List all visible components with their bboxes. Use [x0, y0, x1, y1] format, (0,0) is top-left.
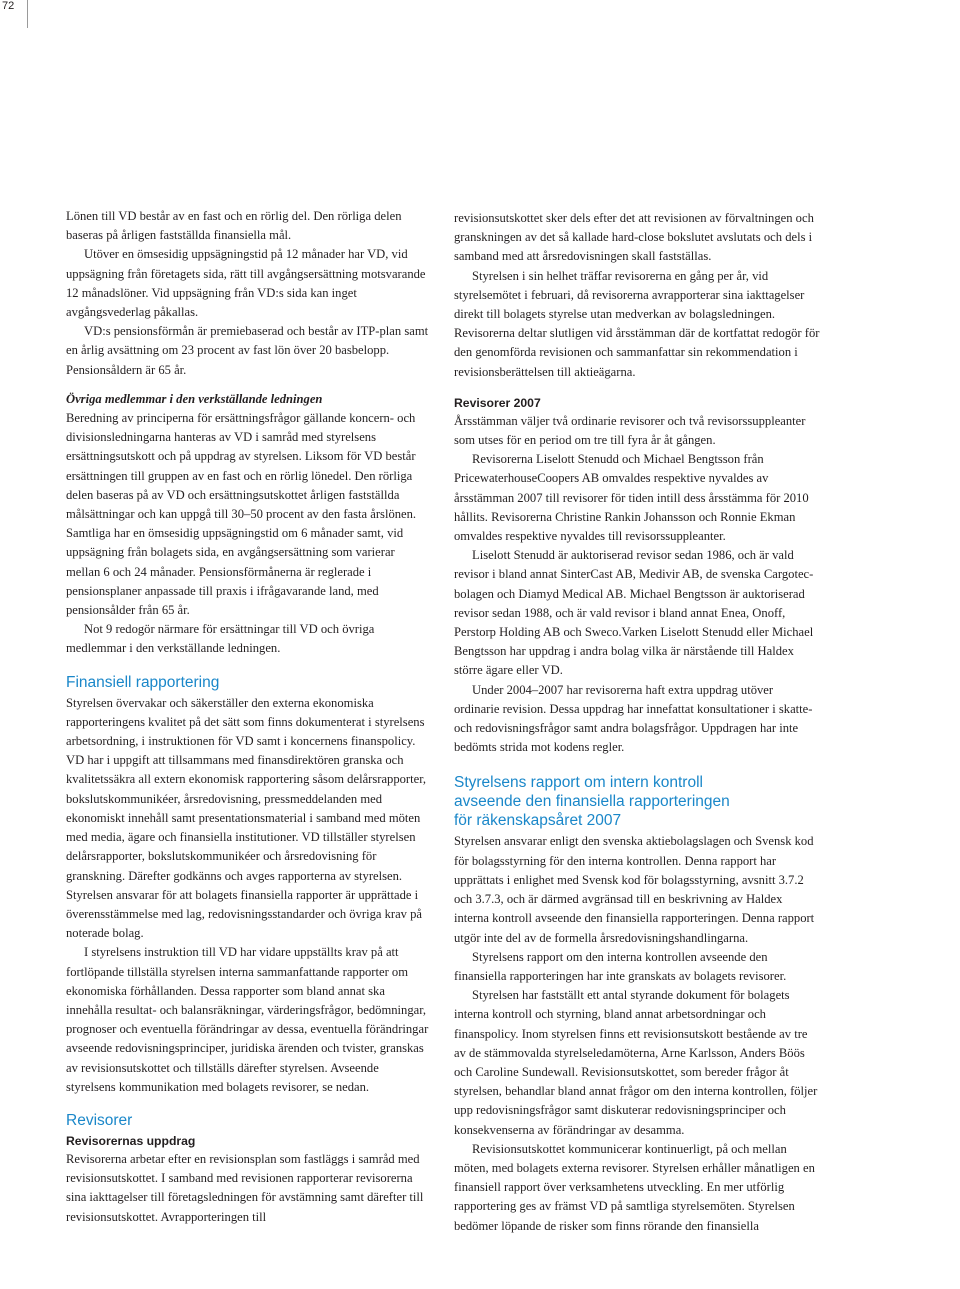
paragraph-audit-committee-communication: Revisionsutskottet kommunicerar kontinuerligt, på och mellan möten, med bolagets externa revisorer. Styrelsen erhåller månatligen en finansiell rapport över verksamhetens utveckling. En mer utförlig rapportering ges av främst VD på samtliga styrelsemöten. Styrelsen bedömer löpande de risker som finns rörande den finansiella	[454, 1141, 815, 1233]
subheading-other-members: Övriga medlemmar i den verkställande ledningen	[66, 391, 323, 406]
paragraph-auditors-background: Liselott Stenudd är auktoriserad revisor sedan 1986, och är vald revisor i bland annat SinterCast AB, Medivir AB, de svenska Cargotec-bolagen och Diamyd Medical AB. Michael Bengtsson är auktoriserad revisor sedan 1988, och är vald revisor i bland annat Enea, Onoff, Perstorp Holding AB och Sweco.Varken Liselott Stenudd eller Michael Bengtsson har uppdrag i andra bolag vilka är närstående till Haldex större ägare eller VD.	[454, 548, 814, 678]
heading-internal-control-line-3: för räkenskapsåret 2007	[454, 812, 622, 830]
paragraph-board-meets-auditors: Styrelsen i sin helhet träffar revisorerna en gång per år, vid styrelsemötet i februari, då revisorerna avrapporterar sina iakttagelser direkt till bolagets styrelse utan medverkan av bolagsledningen. Revisorerna deltar slutligen vid årsstämman där de kortfattat redogör för den genomförda revisionen och sammanfattar sin rekommendation i revisionsberättelsen till aktieägarna.	[454, 268, 820, 379]
page-number: 72	[2, 0, 15, 12]
paragraph-not-audited: Styrelsens rapport om den interna kontrollen avseende den finansiella rapporteringen har inte granskats av bolagets revisorer.	[454, 949, 787, 983]
paragraph-extra-assignments: Under 2004–2007 har revisorerna haft extra uppdrag utöver ordinarie revision. Dessa uppdrag har innefattat konsultationer i skatte- och redovisningsfrågor samt andra bolagsfrågor. Uppdragen har inte bedömts strida mot kodens regler.	[454, 682, 813, 755]
heading-auditors: Revisorer	[66, 1111, 133, 1129]
paragraph-vd-pension: VD:s pensionsförmån är premiebaserad och består av ITP-plan samt en årlig avsättning om 23 procent av fast lön över 20 basbelopp. Pensionsåldern är 65 år.	[66, 324, 429, 377]
subheading-auditors-2007: Revisorer 2007	[454, 395, 541, 410]
right-column	[454, 209, 820, 1236]
paragraph-note-9: Not 9 redogör närmare för ersättningar till VD och övriga medlemmar i den verkställande ledningen.	[66, 622, 375, 656]
left-column	[66, 207, 430, 1227]
heading-financial-reporting: Finansiell rapportering	[66, 673, 220, 691]
paragraph-governing-documents: Styrelsen har fastställt ett antal styrande dokument för bolagets interna kontroll och styrning, bland annat arbetsordningar och finanspolicy. Inom styrelsen finns ett revisionsutskott bestående av tre av de stämmovalda styrelseledamöterna, Arne Karlsson, Anders Böös och Caroline Sundewall. Revisionsutskottet, som bereder frågor åt styrelsen, behandlar bland annat frågor om den interna kontrollen, följer upp redovisningsfrågor samt diskuterar redovisningsprinciper och konsekvenserna av förändringar av desamma.	[454, 988, 818, 1137]
heading-internal-control-line-1: Styrelsens rapport om intern kontroll	[454, 774, 703, 792]
paragraph-financial-reporting: Styrelsen övervakar och säkerställer den externa ekonomiska rapporteringens kvalitet på det sätt som finns dokumenterat i styrelsens arbetsordning, i instruktionen för VD samt i koncernens finanspolicy. VD har i uppgift att tillsammans med finansdirektören granska och kvalitetssäkra all extern ekonomisk rapportering såsom delårsrapporter, bokslutskommunikéer, årsredovisning, pressmeddelanden med ekonomiskt innehåll samt presentationsmaterial i samband med möten med media, ägare och finansiella institutioner. VD tillställer styrelsen delårsrapporter, bokslutskommunikéer och årsredovisning för granskning. Därefter godkänns och avges rapporterna av styrelsen. Styrelsen ansvarar för att bolagets finansiella rapporter är upprättade i överensstämmelse med lag, redovisningsstandarder och övriga krav på noterade bolag.	[66, 695, 427, 941]
paragraph-audit-committee-report: revisionsutskottet sker dels efter det att revisionen av förvaltningen och granskningen av det så kallade hard-close bokslutet avslutats och dels i samband med att årsredovisningen skall fastställas.	[454, 211, 814, 264]
paragraph-agm-elects: Årsstämman väljer två ordinarie revisorer och två revisorssuppleanter som utses för en period om tre till fyra år åt gången.	[454, 413, 806, 448]
paragraph-vd-salary: Lönen till VD består av en fast och en rörlig del. Den rörliga delen baseras på årligen fastställda finansiella mål.	[66, 209, 402, 243]
paragraph-vd-notice: Utöver en ömsesidig uppsägningstid på 12 månader har VD, vid uppsägning från företagets sida, rätt till avgångsersättning motsvarande 12 månadslöner. Vid uppsägning från VD:s sida kan inget avgångsvederlag påkallas.	[66, 247, 426, 320]
paragraph-auditors-elected: Revisorerna Liselott Stenudd och Michael Bengtsson från PricewaterhouseCoopers AB omvaldes respektive nyvaldes av årsstämman 2007 till revisorer för tiden intill dess årsstämma för 2010 hållits. Revisorerna Christine Rankin Johansson och Ronnie Ekman omvaldes respektive nyvaldes till revisorssuppleanter.	[454, 452, 809, 544]
page-number-divider	[27, 0, 28, 28]
paragraph-internal-control-responsibility: Styrelsen ansvarar enligt den svenska aktiebolagslagen och Svensk kod för bolagsstyrning för den interna kontrollen. Denna rapport har upprättats i enlighet med Svensk kod för bolagsstyrning, avsnitt 3.7.2 och 3.7.3, och är därmed avgränsad till en beskrivning av Haldex interna kontroll avseende den finansiella rapporteringen. Denna rapport utgör inte del av de formella årsredovisningshandlingarna.	[454, 834, 815, 945]
heading-internal-control-line-2: avseende den finansiella rapporteringen	[454, 793, 730, 811]
paragraph-vd-instruction: I styrelsens instruktion till VD har vidare uppställts krav på att fortlöpande tillställa styrelsen interna sammanfattande rapporter om ekonomiska förhållanden. Dessa rapporter som bland annat ska innehålla resultat- och balansräkningar, värderingsfrågor, bedömningar, prognoser och eventuella förändringar av dessa, eventuella förändringar avseende redovisningsprinciper, juridiska ärenden och tvister, granskas av revisionsutskottet och tillställs därefter styrelsen. Avseende styrelsens kommunikation med bolagets revisorer, se nedan.	[66, 945, 429, 1094]
paragraph-auditors-assignment: Revisorerna arbetar efter en revisionsplan som fastläggs i samråd med revisionsutskottet. I samband med revisionen rapporterar revisorerna sina iakttagelser till företagsledningen för avstämning samt därefter till revisionsutskottet. Avrapporteringen till	[66, 1151, 424, 1224]
subheading-auditors-assignment: Revisorernas uppdrag	[66, 1133, 196, 1148]
heading-internal-control-report	[454, 773, 820, 830]
paragraph-other-members: Beredning av principerna för ersättningsfrågor gällande koncern- och divisionsledningarna hanteras av VD i samråd med styrelsens ersättningsutskott och på uppdrag av styrelsen. Liksom för VD består ersättningen till gruppen av en fast och en rörlig lönedel. Den rörliga delen baseras på av VD och ersättningsutskottet årligen fastställda målsättningar och kan uppgå till 30–50 procent av den fasta årslönen. Samtliga har en ömsesidig uppsägningstid om 6 månader samt, vid uppsägning från bolagets sida, en avgångsersättning som varierar mellan 6 och 24 månader. Pensionsförmånerna är reglerade i pensionsplaner anpassade till praxis i ifrågavarande land, med pensionsålder från 65 år.	[66, 411, 417, 618]
